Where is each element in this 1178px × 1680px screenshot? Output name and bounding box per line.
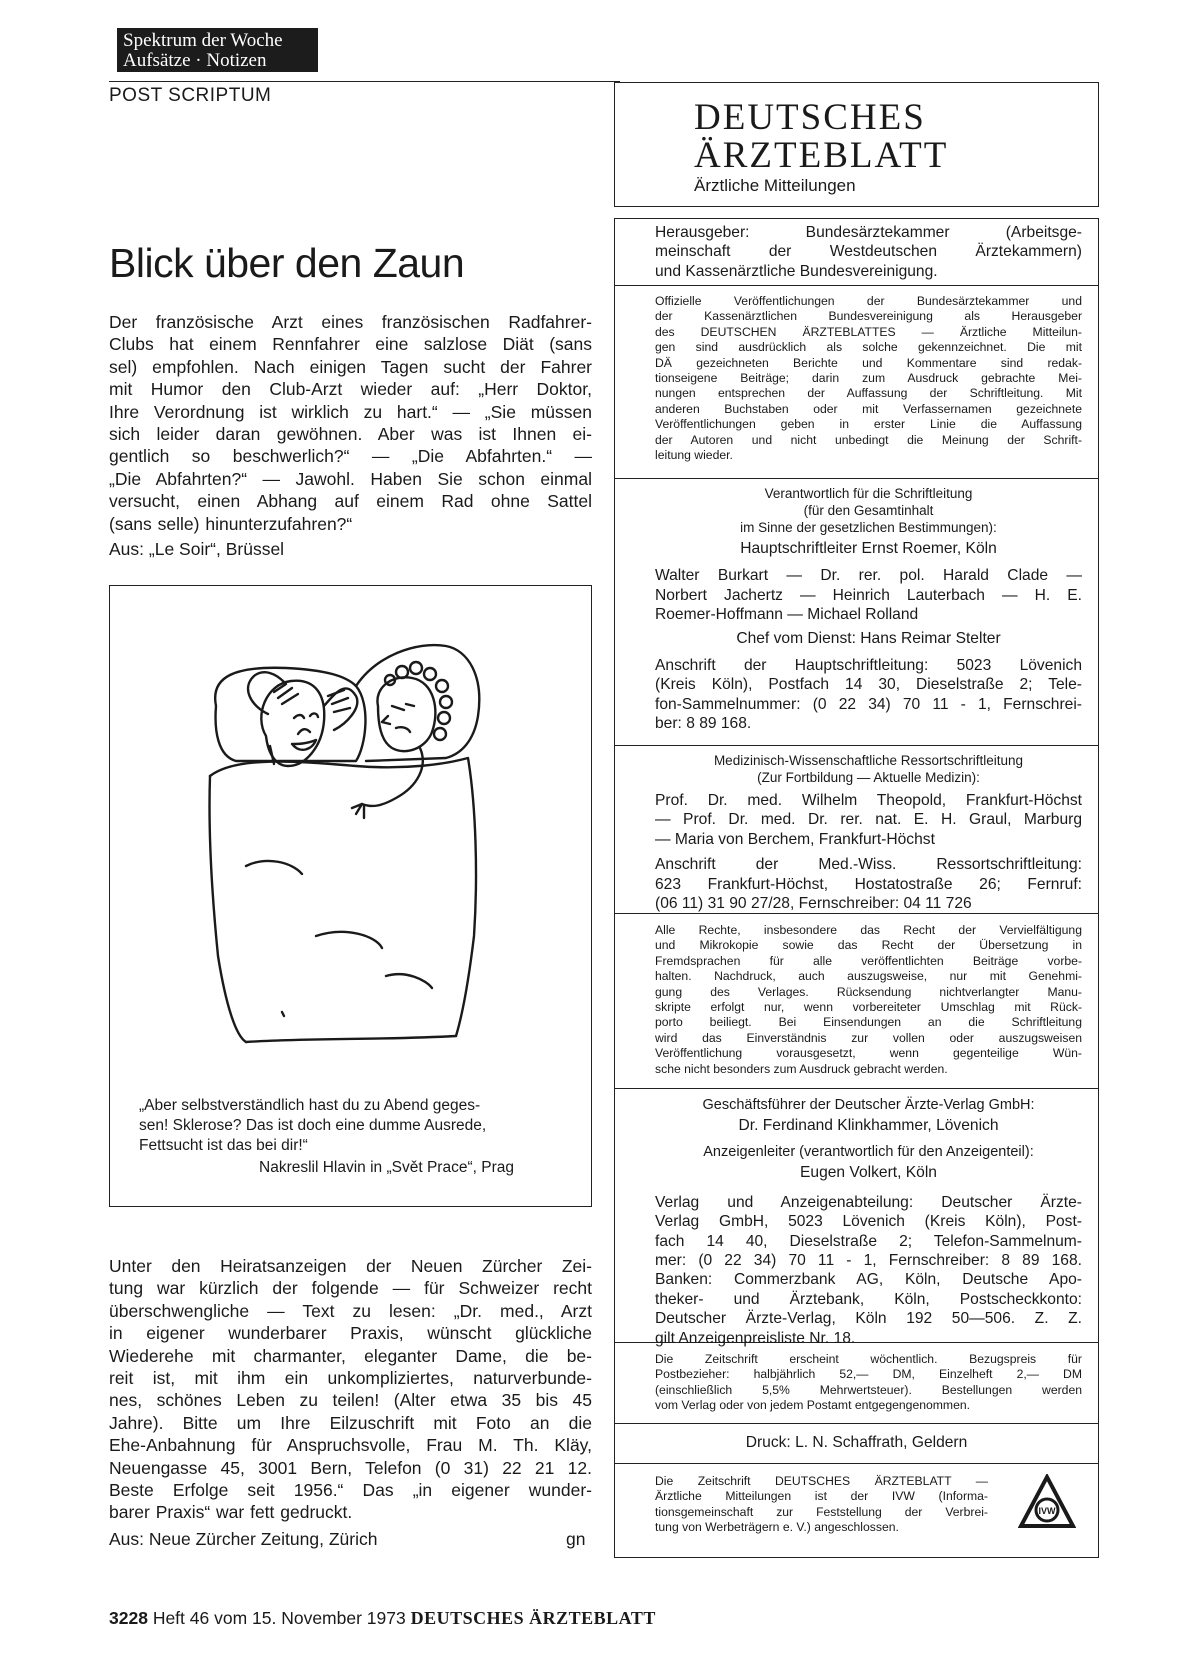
text-line: des DEUTSCHEN ÄRZTEBLATTES — Ärztliche Mitteilun- [655, 324, 1082, 339]
text-line: Jahre). Bitte um Ihre Eilzuschrift mit Foto an die [109, 1412, 592, 1433]
text-line: Deutscher Ärzte-Verlag, Köln 192 50—506. Z. Z. [655, 1310, 1082, 1328]
ivw-logo-icon [1018, 1474, 1076, 1530]
text-line: fon-Sammelnummer: (0 22 34) 70 11 - 1, Fernschrei- [655, 695, 1082, 713]
text-line: „Die Abfahrten?“ — Jawohl. Haben Sie schon einmal [109, 468, 592, 489]
text-line: gung des Verlages. Rücksendung nichtverlangter Manu- [655, 984, 1082, 999]
editorial-address [655, 656, 1082, 734]
masthead-subtitle: Ärztliche Mitteilungen [694, 176, 856, 195]
caption-line: Fettsucht ist das bei dir!“ [139, 1137, 308, 1154]
footer-journal-name: DEUTSCHES ÄRZTEBLATT [410, 1608, 656, 1628]
masthead-title-line2: ÄRZTEBLATT [694, 135, 949, 176]
text-line: Offizielle Veröffentlichungen der Bundesärztekammer und [655, 294, 1082, 308]
page-footer [109, 1608, 656, 1629]
text-line: nes, schönes Leben zu teilen! (Alter etwa 35 bis 45 [109, 1390, 592, 1411]
text-line: Wiederehe mit charmanter, eleganter Dame, die be- [109, 1345, 592, 1366]
article-paragraph-1 [109, 311, 592, 535]
editors-list [655, 566, 1082, 624]
text-line: Die Zeitschrift erscheint wöchentlich. Bezugspreis für [655, 1352, 1082, 1366]
text-line: sich leider daran gewöhnen. Aber was ist Ihnen ei- [109, 424, 592, 445]
text-line: (sans selle) hinunterzufahren?“ [109, 513, 353, 534]
section-badge-line2: Aufsätze · Notizen [123, 50, 267, 71]
text-line: Clubs hat einem Rennfahrer eine salzlose Diät (sans [109, 334, 592, 355]
article-paragraph-2 [109, 1255, 592, 1524]
text-line: DÄ gezeichneten Berichte und Kommentare sind redak- [655, 355, 1082, 370]
text-line: halten. Nachdruck, auch auszugsweise, nur mit Genehmi- [655, 969, 1082, 984]
official-publications-box [614, 286, 1099, 479]
text-line: Medizinisch-Wissenschaftliche Ressortschriftleitung [713, 753, 1024, 768]
text-line: sche nicht besonders zum Ausdruck gebracht werden. [655, 1061, 948, 1076]
cartoon-caption [139, 1096, 579, 1156]
text-line: theker- und Ärztebank, Köln, Postscheckkonto: [655, 1290, 1082, 1308]
text-line: Anschrift der Hauptschriftleitung: 5023 Lövenich [655, 657, 1082, 675]
text-line: nungen entsprechen der Auffassung der Schriftleitung. Mit [655, 386, 1082, 401]
chief-editor: Hauptschriftleiter Ernst Roemer, Köln [740, 540, 997, 557]
text-line: und Kassenärztliche Bundesvereinigung. [655, 262, 938, 280]
text-line: anderen Buchstaben oder mit Verfassernamen gezeichnete [655, 401, 1082, 416]
medical-heading [655, 752, 1082, 786]
text-line: gen sind ausdrücklich als solche gekennzeichnet. Die mit [655, 340, 1082, 355]
text-line: Ihre Verordnung ist wirklich zu hart.“ — „Sie müssen [109, 401, 592, 422]
medical-editorial-box [614, 746, 1099, 914]
text-line: Verlag GmbH, 5023 Lövenich (Kreis Köln), Post- [655, 1213, 1082, 1231]
page-number: 3228 [109, 1608, 148, 1628]
text-line: Neuengasse 45, 3001 Bern, Telefon (0 31) 22 21 12. [109, 1457, 592, 1478]
text-line: im Sinne der gesetzlichen Bestimmungen): [740, 520, 997, 535]
cartoon-credit: Nakreslil Hlavin in „Svět Prace“, Prag [259, 1159, 514, 1176]
text-line: (Zur Fortbildung — Aktuelle Medizin): [757, 770, 980, 785]
text-line: mit Humor den Club-Arzt wieder auf: „Herr Doktor, [109, 379, 592, 400]
text-line: Postbezieher: halbjährlich 52,— DM, Einzelheft 2,— DM [655, 1367, 1082, 1382]
text-line: Der französische Arzt eines französischen Radfahrer- [109, 312, 592, 332]
ivw-logo-text: IVW [1038, 1506, 1056, 1516]
medical-address [655, 855, 1082, 913]
text-line: (für den Gesamtinhalt [803, 503, 934, 518]
text-line: skripte erfolgt nur, wenn vorbereiteter Umschlag mit Rück- [655, 1000, 1082, 1015]
section-rule [109, 81, 620, 82]
text-line: Die Zeitschrift DEUTSCHES ÄRZTEBLATT — [655, 1474, 988, 1488]
section-badge-line1: Spektrum der Woche [123, 30, 283, 51]
publisher-box [614, 218, 1099, 286]
text-line: Ehe-Anbahnung für Anspruchsvolle, Frau M. Th. Kläy, [109, 1435, 592, 1456]
text-line: gentlich so beschwerlich?“ — „Die Abfahrten.“ — [109, 446, 592, 467]
rights-box [614, 914, 1099, 1089]
text-line: Walter Burkart — Dr. rer. pol. Harald Clade — [655, 567, 1082, 585]
text-line: tionsgemeinschaft zur Feststellung der Verbrei- [655, 1504, 988, 1519]
text-line: tung von Werbeträgern e. V.) angeschlossen. [655, 1520, 899, 1535]
text-line: Prof. Dr. med. Wilhelm Theopold, Frankfurt-Höchst [655, 792, 1082, 809]
text-line: überschwengliche — Text zu lesen: „Dr. med., Arzt [109, 1300, 592, 1321]
text-line: Banken: Commerzbank AG, Köln, Deutsche Apo- [655, 1271, 1082, 1289]
caption-line: sen! Sklerose? Das ist doch eine dumme Ausrede, [139, 1117, 487, 1134]
text-line: 623 Frankfurt-Höchst, Hostatostraße 26; Fernruf: [655, 875, 1082, 893]
manager-name: Dr. Ferdinand Klinkhammer, Lövenich [738, 1117, 999, 1134]
text-line: reit ist, mit ihm ein unkompliziertes, naturverbunde- [109, 1368, 592, 1389]
text-line: porto beiliegt. Bei Einsendungen an die Schriftleitung [655, 1015, 1082, 1030]
cartoon-illustration [206, 636, 486, 1046]
text-line: fach 14 40, Dieselstraße 2; Telefon-Sammelnum- [655, 1232, 1082, 1250]
article-author: gn [566, 1529, 586, 1549]
text-line: (Kreis Köln), Postfach 14 30, Dieselstraße 2; Tele- [655, 676, 1082, 694]
text-line: Verantwortlich für die Schriftleitung [764, 486, 973, 501]
text-line: Verlag und Anzeigenabteilung: Deutscher Ärzte- [655, 1193, 1082, 1211]
text-line: meinschaft der Westdeutschen Ärztekammern) [655, 243, 1082, 261]
masthead-title-line1: DEUTSCHES [694, 97, 926, 138]
text-line: — Prof. Dr. med. Dr. rer. nat. E. H. Graul, Marburg [655, 811, 1082, 829]
text-line: — Maria von Berchem, Frankfurt-Höchst [655, 830, 935, 848]
text-line: in eigener wunderbarer Praxis, wünscht glückliche [109, 1323, 592, 1344]
text-line: tionseigene Beiträge; darin zum Ausdruck gebrachte Mei- [655, 371, 1082, 386]
management-box [614, 1089, 1099, 1347]
text-line: vom Verlag oder von jedem Postamt entgegengenommen. [655, 1398, 971, 1413]
text-line: Herausgeber: Bundesärztekammer (Arbeitsge- [655, 224, 1082, 241]
text-line: Unter den Heiratsanzeigen der Neuen Zürcher Zei- [109, 1256, 592, 1276]
ads-manager: Eugen Volkert, Köln [800, 1164, 937, 1182]
manager-heading: Geschäftsführer der Deutscher Ärzte-Verlag GmbH: [702, 1097, 1035, 1113]
section-kicker: POST SCRIPTUM [109, 85, 272, 106]
text-line: der Kassenärztlichen Bundesvereinigung als Herausgeber [655, 309, 1082, 324]
text-line: Ärztliche Mitteilungen ist der IVW (Informa- [655, 1489, 988, 1504]
printer-box [614, 1424, 1099, 1464]
text-line: Roemer-Hoffmann — Michael Rolland [655, 606, 919, 624]
article-source-1: Aus: „Le Soir“, Brüssel [109, 539, 285, 559]
text-line: der Autoren und nicht unbedingt die Meinung der Schrift- [655, 432, 1082, 447]
text-line: leitung wieder. [655, 448, 733, 463]
text-line: mer: (0 22 34) 70 11 - 1, Fernschreiber: 8 89 168. [655, 1252, 1082, 1270]
text-line: tung war kürzlich der folgende — für Schweizer recht [109, 1278, 592, 1299]
text-line: Fremdsprachen für alle veröffentlichten Beiträge vorbe- [655, 953, 1082, 968]
article-headline: Blick über den Zaun [109, 240, 465, 286]
text-line: Veröffentlichungen geben in erster Linie die Auffassung [655, 417, 1082, 432]
text-line: Alle Rechte, insbesondere das Recht der Vervielfältigung [655, 923, 1082, 937]
chief-of-service: Chef vom Dienst: Hans Reimar Stelter [736, 629, 1001, 647]
printer-name: Druck: L. N. Schaffrath, Geldern [745, 1434, 968, 1451]
text-line: barer Praxis“ war fett gedruckt. [109, 1502, 353, 1523]
text-line: (einschließlich 5,5% Mehrwertsteuer). Bestellungen werden [655, 1382, 1082, 1397]
caption-line: „Aber selbstverständlich hast du zu Abend geges- [139, 1097, 481, 1114]
text-line: gilt Anzeigenpreisliste Nr. 18. [655, 1329, 856, 1347]
text-line: und Mikrokopie sowie das Recht der Übersetzung in [655, 938, 1082, 953]
section-badge [117, 28, 318, 72]
masthead-title [694, 99, 948, 175]
publisher-address [655, 1193, 1082, 1348]
text-line: sel) empfohlen. Nach einigen Tagen sucht der Fahrer [109, 356, 592, 377]
medical-editors [655, 791, 1082, 849]
text-line: Anschrift der Med.-Wiss. Ressortschriftleitung: [655, 856, 1082, 874]
text-line: (06 11) 31 90 27/28, Fernschreiber: 04 11 726 [655, 895, 972, 913]
text-line: versucht, einen Abhang auf einem Rad ohne Sattel [109, 491, 592, 512]
issue-info: Heft 46 vom 15. November 1973 [152, 1608, 406, 1628]
text-line: ber: 8 89 168. [655, 715, 752, 733]
text-line: wird das Einverständnis zur vollen oder auszugsweisen [655, 1030, 1082, 1045]
text-line: Veröffentlichung vorausgesetzt, wenn gegenteilige Wün- [655, 1046, 1082, 1061]
text-line: Norbert Jachertz — Heinrich Lauterbach — H. E. [655, 586, 1082, 604]
editorial-heading [655, 485, 1082, 536]
subscription-box [614, 1343, 1099, 1424]
text-line: Beste Erfolge seit 1956.“ Das „in eigener wunder- [109, 1480, 592, 1501]
editorial-box [614, 479, 1099, 746]
article-source-2: Aus: Neue Zürcher Zeitung, Zürich [109, 1529, 378, 1549]
ads-heading: Anzeigenleiter (verantwortlich für den Anzeigenteil): [703, 1144, 1034, 1161]
